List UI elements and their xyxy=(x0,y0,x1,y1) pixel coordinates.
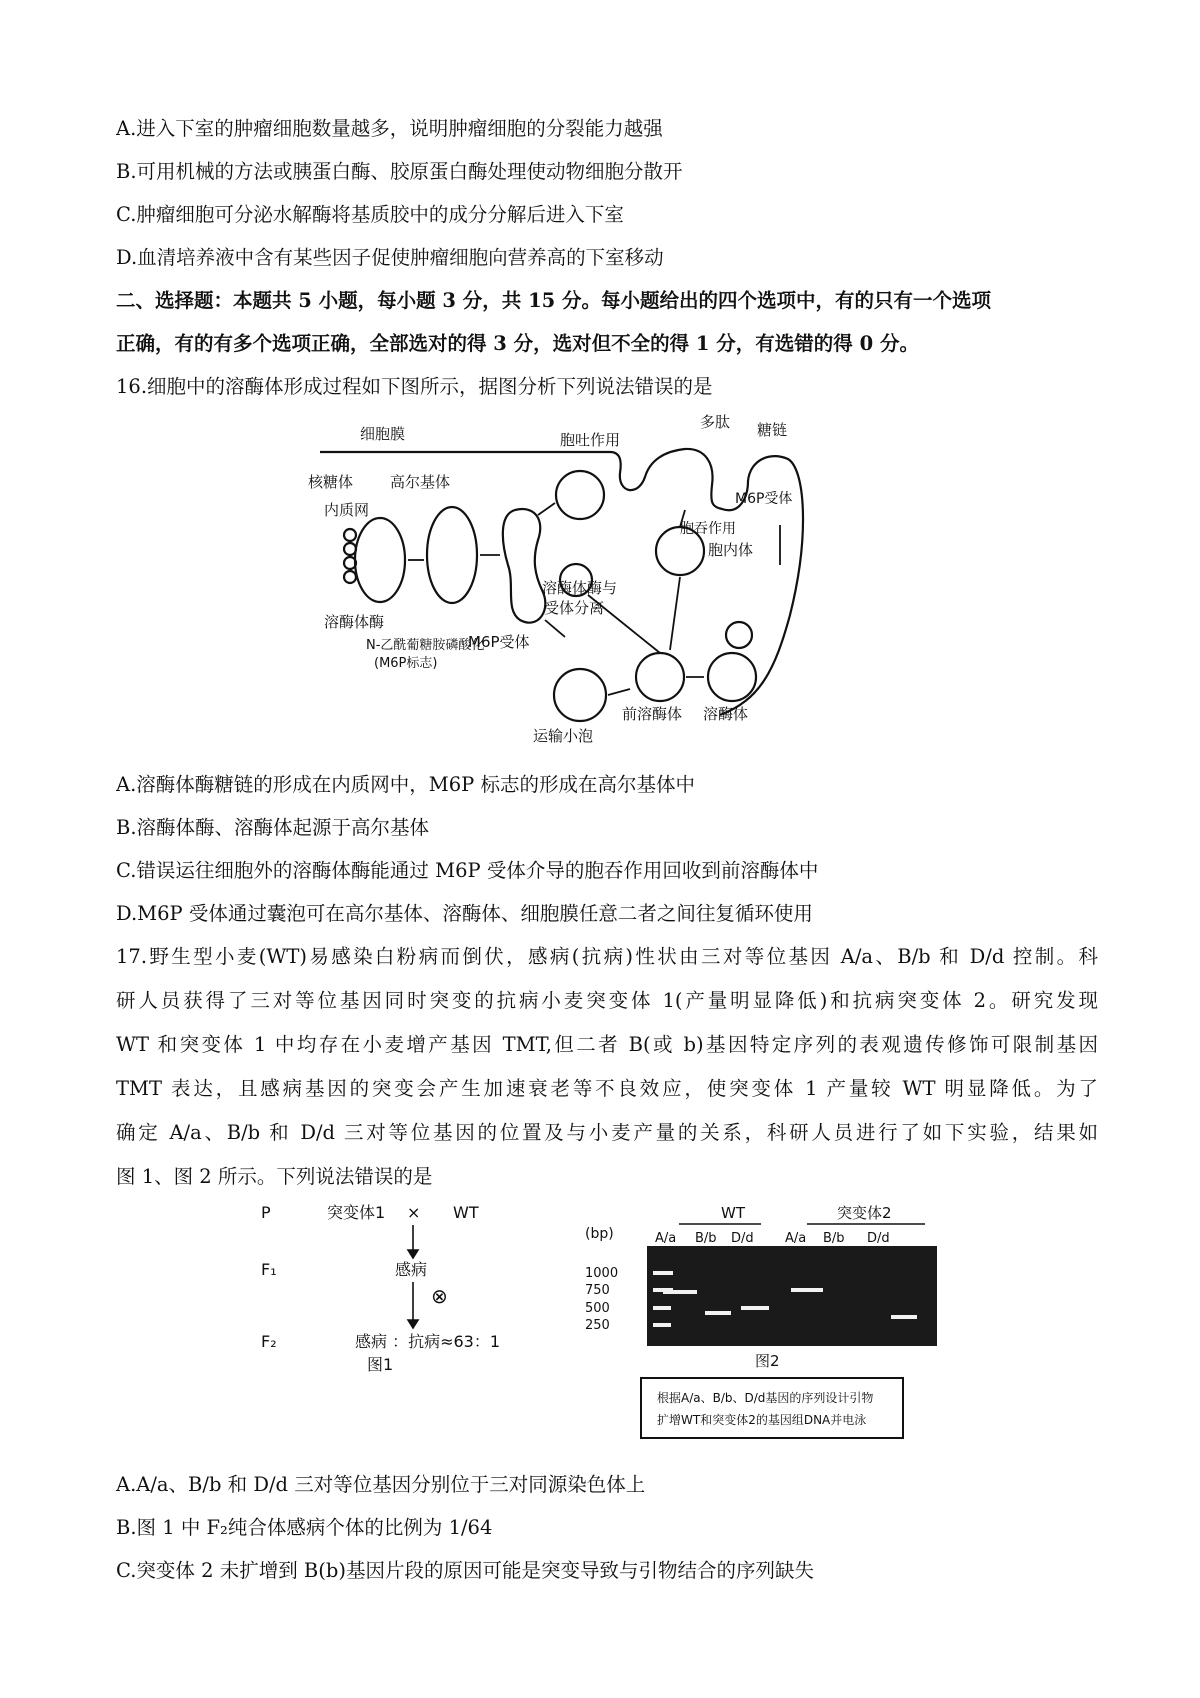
prelysosome-shape xyxy=(636,653,684,701)
fig2-note-line1: 根据A/a、B/b、D/d基因的序列设计引物 xyxy=(657,1391,874,1405)
q15-option-d: D.血清培养液中含有某些因子促使肿瘤细胞向营养高的下室移动 xyxy=(116,246,664,269)
fig1-cross-symbol: × xyxy=(407,1203,421,1222)
figure-2-gel xyxy=(585,1198,945,1448)
fig2-lane-label: A/a xyxy=(785,1231,807,1246)
recycling-vesicle-2 xyxy=(726,622,752,648)
q16-option-d: D.M6P 受体通过囊泡可在高尔基体、溶酶体、细胞膜任意二者之间往复循环使用 xyxy=(116,902,813,925)
fig1-caption: 图1 xyxy=(367,1355,394,1374)
label-endosome: 胞内体 xyxy=(708,541,754,559)
q15-option-c: C.肿瘤细胞可分泌水解酶将基质胶中的成分分解后进入下室 xyxy=(116,203,624,226)
label-polypeptide: 多肽 xyxy=(700,413,731,431)
fig1-selfing-symbol: ⊗ xyxy=(431,1284,448,1308)
fig1-f2-label: F₂ xyxy=(261,1332,277,1351)
fig2-note-line2: 扩增WT和突变体2的基因组DNA并电泳 xyxy=(657,1413,867,1427)
fig2-bp-label: (bp) xyxy=(585,1226,614,1242)
arrow-to-prelysosome xyxy=(608,689,630,695)
fig1-f1-label: F₁ xyxy=(261,1260,277,1279)
q16-option-a: A.溶酶体酶糖链的形成在内质网中，M6P 标志的形成在高尔基体中 xyxy=(116,773,695,796)
fig2-lane-label: D/d xyxy=(867,1231,890,1246)
q16-option-c: C.错误运往细胞外的溶酶体酶能通过 M6P 受体介导的胞吞作用回收到前溶酶体中 xyxy=(116,859,819,882)
fig2-marker-label: 500 xyxy=(585,1301,610,1316)
gel-background xyxy=(647,1246,937,1346)
arrow-endosome-to-prelysosome xyxy=(670,577,680,650)
lysosome-shape xyxy=(708,653,756,701)
q17-stem-line: 17.野生型小麦(WT)易感染白粉病而倒伏，感病(抗病)性状由三对等位基因 A/a、B/b 和 D/d 控制。科 xyxy=(116,945,1098,968)
ribosome-dot xyxy=(344,543,356,555)
exocytosis-vesicle xyxy=(556,471,604,519)
figure-1-cross xyxy=(255,1200,585,1385)
label-separation-1: 溶酶体酶与 xyxy=(542,579,618,597)
fig1-parent1: 突变体1 xyxy=(327,1203,386,1222)
fig2-lane-label: D/d xyxy=(731,1231,754,1246)
gel-band xyxy=(891,1315,917,1319)
q17-option-a: A.A/a、B/b 和 D/d 三对等位基因分别位于三对同源染色体上 xyxy=(116,1473,646,1496)
fig1-f1-phenotype: 感病 xyxy=(395,1260,428,1279)
q17-stem-line: 研人员获得了三对等位基因同时突变的抗病小麦突变体 1(产量明显降低)和抗病突变体 2。研究发现 xyxy=(116,989,1098,1012)
label-prelysosome: 前溶酶体 xyxy=(622,705,683,723)
label-separation-2: 受体分离 xyxy=(544,599,605,617)
fig1-parent2: WT xyxy=(453,1203,479,1222)
ribosome-dot xyxy=(344,529,356,541)
q15-option-b: B.可用机械的方法或胰蛋白酶、胶原蛋白酶处理使动物细胞分散开 xyxy=(116,160,683,183)
label-ribosome: 核糖体 xyxy=(308,473,354,491)
label-m6p-receptor-2: M6P受体 xyxy=(735,491,793,507)
label-lysosome: 溶酶体 xyxy=(703,705,749,723)
gel-band xyxy=(653,1271,673,1275)
label-membrane: 细胞膜 xyxy=(360,425,406,443)
fig1-f2-ratio: 感病 ：抗病≈63：1 xyxy=(355,1332,501,1351)
fig2-lane-label: B/b xyxy=(823,1231,845,1246)
q16-stem: 16.细胞中的溶酶体形成过程如下图所示，据图分析下列说法错误的是 xyxy=(116,375,713,398)
arrow-to-transport xyxy=(545,620,565,637)
golgi-vesicle xyxy=(427,507,477,603)
label-lysosomal-enzyme: 溶酶体酶 xyxy=(324,613,385,631)
gel-band xyxy=(741,1306,769,1310)
fig1-p-label: P xyxy=(261,1203,271,1222)
label-sugar-chain: 糖链 xyxy=(757,421,788,439)
gel-band xyxy=(791,1288,823,1292)
fig2-caption: 图2 xyxy=(755,1352,780,1370)
fig2-marker-label: 250 xyxy=(585,1318,610,1333)
gel-band xyxy=(663,1290,697,1294)
transport-vesicle-shape xyxy=(554,669,606,721)
label-exocytosis: 胞吐作用 xyxy=(560,431,621,449)
q17-option-c: C.突变体 2 未扩增到 B(b)基因片段的原因可能是突变导致与引物结合的序列缺失 xyxy=(116,1559,814,1582)
fig2-marker-label: 1000 xyxy=(585,1266,619,1281)
q17-stem-line: 确定 A/a、B/b 和 D/d 三对等位基因的位置及与小麦产量的关系，科研人员进行了如下实验，结果如 xyxy=(116,1121,1098,1144)
label-endocytosis: 胞吞作用 xyxy=(680,521,736,537)
fig2-group-wt: WT xyxy=(721,1204,745,1222)
section2-header-line1: 二、选择题：本题共 5 小题，每小题 3 分，共 15 分。每小题给出的四个选项中，有的只有一个选项 xyxy=(116,289,992,312)
fig2-note-box xyxy=(641,1378,903,1438)
fig1-arrowhead xyxy=(408,1250,418,1258)
gel-band xyxy=(653,1323,671,1327)
q16-option-b: B.溶酶体酶、溶酶体起源于高尔基体 xyxy=(116,816,430,839)
label-transport-vesicle: 运输小泡 xyxy=(533,727,594,745)
fig2-lane-label: A/a xyxy=(655,1231,677,1246)
label-phosphorylation: N-乙酰葡糖胺磷酸化 xyxy=(366,638,485,653)
arrow-to-exocytosis xyxy=(538,503,555,515)
section2-header-line2: 正确，有的有多个选项正确，全部选对的得 3 分，选对但不全的得 1 分，有选错的得 0 分。 xyxy=(116,332,919,355)
q15-option-a: A.进入下室的肿瘤细胞数量越多，说明肿瘤细胞的分裂能力越强 xyxy=(116,117,663,140)
er-vesicle xyxy=(355,518,405,602)
label-er: 内质网 xyxy=(324,501,370,519)
ribosome-dot xyxy=(344,571,356,583)
label-m6p-receptor: M6P受体 xyxy=(468,633,530,651)
label-m6p-mark: (M6P标志) xyxy=(374,656,438,671)
gel-band xyxy=(705,1311,731,1315)
q17-stem-line: TMT 表达，且感病基因的突变会产生加速衰老等不良效应，使突变体 1 产量较 WT 明显降低。为了 xyxy=(116,1077,1098,1100)
q17-stem-line: WT 和突变体 1 中均存在小麦增产基因 TMT,但二者 B(或 b)基因特定序列的表观遗传修饰可限制基因 xyxy=(116,1033,1098,1056)
fig2-marker-label: 750 xyxy=(585,1283,610,1298)
label-golgi: 高尔基体 xyxy=(390,473,451,491)
fig2-lane-label: B/b xyxy=(695,1231,717,1246)
q17-stem xyxy=(116,935,1098,1199)
fig2-group-mutant2: 突变体2 xyxy=(837,1204,892,1222)
gel-band xyxy=(653,1306,671,1310)
golgi-network xyxy=(503,509,545,623)
q17-option-b: B.图 1 中 F₂纯合体感病个体的比例为 1/64 xyxy=(116,1516,493,1539)
lysosome-formation-figure xyxy=(308,413,905,750)
q17-stem-line: 图 1、图 2 所示。下列说法错误的是 xyxy=(116,1165,433,1188)
fig1-arrowhead xyxy=(408,1320,418,1328)
